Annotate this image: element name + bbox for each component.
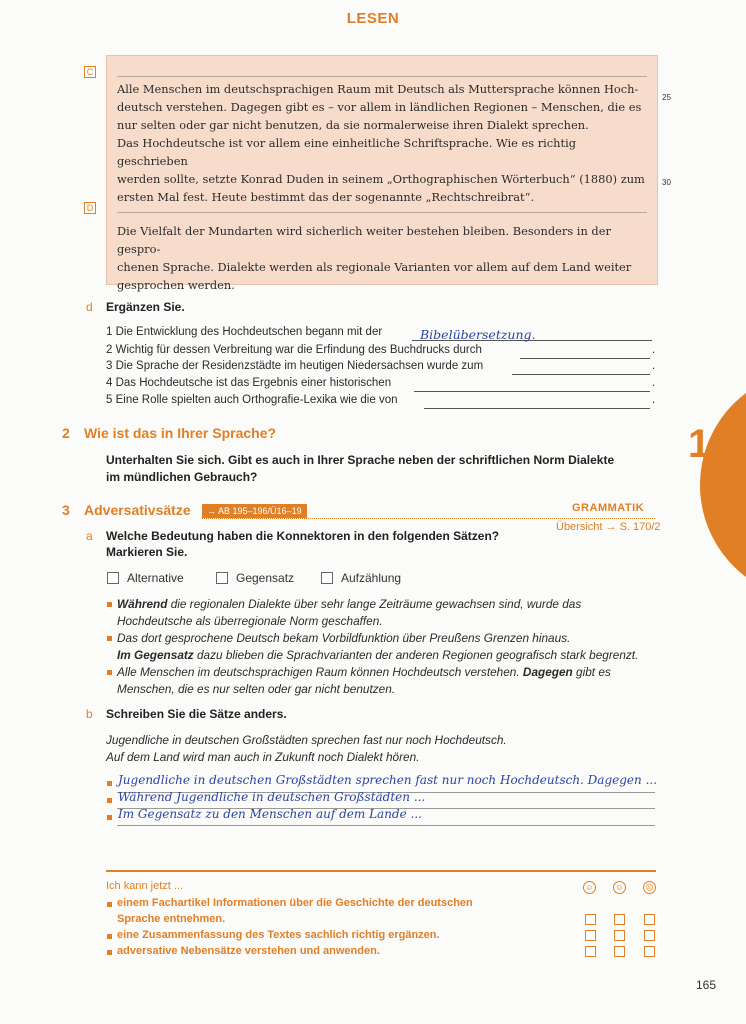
example-sentence-1-cont: Hochdeutsche als überregionale Norm geschaffen. [117,614,383,628]
text-line: Das Hochdeutsche ist vor allem eine einheitliche Schriftsprache. Wie es richtig geschrieben [117,136,577,168]
self-assessment-checkbox[interactable] [644,946,655,957]
example-sentence-1 [117,597,581,611]
connector-keyword: Während [117,597,168,611]
answer-field-5[interactable] [424,394,650,409]
text-line: werden sollte, setzte Konrad Duden in seinem „Orthographischen Wörterbuch“ (1880) zum [117,172,645,186]
option-label-alternative: Alternative [127,571,184,585]
grammar-label: GRAMMATIK [572,502,645,514]
bullet [107,781,112,786]
example-sentence-2: Das dort gesprochene Deutsch bekam Vorbildfunktion über Preußens Grenzen hinaus. [117,631,571,645]
can-do-item-3: adversative Nebensätze verstehen und anwenden. [117,945,380,957]
sentence-text: die regionalen Dialekte über sehr lange Zeiträume gewachsen sind, wurde das [167,597,582,611]
smile-icon: ☺ [583,881,596,894]
exercise-heading-b: Schreiben Sie die Sätze anders. [106,707,287,721]
handwritten-answer-1[interactable]: Jugendliche in deutschen Großstädten sprechen fast nur noch Hochdeutsch. Dagegen ... [118,773,658,787]
self-assessment-checkbox[interactable] [585,914,596,925]
text-line: nur selten oder gar nicht benutzen, da sie normalerweise ihren Dialekt sprechen. [117,118,589,132]
bullet [107,902,112,907]
sentence-text: Alle Menschen im deutschsprachigen Raum können Hochdeutsch verstehen. [117,665,523,679]
question-line-2: Markieren Sie. [106,545,188,559]
sentence-text: gibt es [572,665,611,679]
can-do-item-1: einem Fachartikel Informationen über die Geschichte der deutschen [117,897,473,909]
fill-item-4: 4 Das Hochdeutsche ist das Ergebnis einer historischen [106,377,392,389]
divider [117,212,647,213]
checkbox-alternative[interactable] [107,572,119,584]
handwritten-answer-3[interactable]: Im Gegensatz zu den Menschen auf dem Lande ... [118,807,422,821]
connector-keyword: Dagegen [522,665,573,679]
self-assessment-checkbox[interactable] [585,930,596,941]
text-line: deutsch verstehen. Dagegen gibt es – vor allem in ländlichen Regionen – Menschen, die es [117,100,642,114]
answer-field-4[interactable] [414,377,650,392]
line-number-30: 30 [662,178,671,187]
neutral-face-icon: ☺ [613,881,626,894]
fill-item-3: 3 Die Sprache der Residenzstädte im heutigen Niedersachsen wurde zum [106,360,484,372]
fill-item-2: 2 Wichtig für dessen Verbreitung war die Erfindung des Buchdrucks durch [106,344,482,356]
self-assessment-checkbox[interactable] [614,914,625,925]
bullet [107,815,112,820]
exercise-letter-d: d [86,300,93,314]
overview-link[interactable]: Übersicht → S. 170/2 [556,521,661,533]
can-do-item-2: eine Zusammenfassung des Textes sachlich richtig ergänzen. [117,929,440,941]
paragraph-c [117,80,647,206]
divider [117,76,647,77]
example-sentence-2-cont [117,648,638,662]
text-line: gesprochen werden. [117,278,235,292]
exercise-letter-b: b [86,707,93,721]
fill-item-1: 1 Die Entwicklung des Hochdeutschen begann mit der [106,326,383,338]
page-number: 165 [696,978,717,992]
period: . [652,377,656,389]
instruction-line-2: im mündlichen Gebrauch? [106,470,258,484]
line-number-25: 25 [662,93,671,102]
workbook-reference-tag[interactable]: → AB 195–196/Ü16–19 [202,504,307,518]
bullet [107,934,112,939]
chapter-tab-decoration [700,370,746,600]
answer-field-2[interactable] [520,344,650,359]
bullet [107,670,112,675]
paragraph-marker-d: D [84,202,96,214]
bullet [107,950,112,955]
self-assessment-checkbox[interactable] [585,946,596,957]
text-line: Alle Menschen im deutschsprachigen Raum mit Deutsch als Muttersprache können Hoch- [117,82,639,96]
writing-line [117,825,655,826]
can-do-title: Ich kann jetzt ... [106,880,184,892]
source-sentence-2: Auf dem Land wird man auch in Zukunft noch Dialekt hören. [106,750,420,764]
paragraph-marker-c: C [84,66,96,78]
bullet [107,798,112,803]
section-title: LESEN [346,10,400,27]
exercise-letter-a: a [86,529,93,543]
text-line: Die Vielfalt der Mundarten wird sicherlich weiter bestehen bleiben. Besonders in der gespro- [117,224,611,256]
answer-field-3[interactable] [512,360,650,375]
self-assessment-checkbox[interactable] [614,930,625,941]
exercise-heading: Ergänzen Sie. [106,300,185,314]
text-line: ersten Mal fest. Heute bestimmt das der sogenannte „Rechtschreibrat“. [117,190,535,204]
reading-text-box [106,55,658,292]
answer-field-1[interactable] [412,326,652,341]
can-do-item-1-cont: Sprache entnehmen. [117,913,226,925]
self-assessment-checkbox[interactable] [644,914,655,925]
divider [106,870,656,872]
fill-item-5: 5 Eine Rolle spielten auch Orthografie-Lexika wie die von [106,394,398,406]
checkbox-gegensatz[interactable] [216,572,228,584]
source-sentence-1: Jugendliche in deutschen Großstädten sprechen fast nur noch Hochdeutsch. [106,733,507,747]
bullet [107,602,112,607]
section-title-2: Wie ist das in Ihrer Sprache? [84,425,277,441]
option-label-gegensatz: Gegensatz [236,571,295,585]
question-line-1: Welche Bedeutung haben die Konnektoren in den folgenden Sätzen? [106,529,500,543]
instruction-line-1: Unterhalten Sie sich. Gibt es auch in Ihrer Sprache neben der schriftlichen Norm Dialekte [106,453,615,467]
example-sentence-3 [117,665,611,679]
bullet [107,636,112,641]
period: . [652,344,656,356]
checkbox-aufzaehlung[interactable] [321,572,333,584]
example-sentence-3-cont: Menschen, die es nur selten oder gar nicht benutzen. [117,682,396,696]
self-assessment-checkbox[interactable] [614,946,625,957]
divider [202,518,655,519]
section-number-2: 2 [62,425,70,441]
frown-icon: ☹ [643,881,656,894]
section-number-3: 3 [62,502,70,518]
self-assessment-checkbox[interactable] [644,930,655,941]
period: . [652,360,656,372]
paragraph-d [117,222,647,294]
section-title-3: Adversativsätze [84,502,191,518]
sentence-text: dazu blieben die Sprachvarianten der anderen Regionen geografisch stark begrenzt. [193,648,639,662]
connector-keyword: Im Gegensatz [117,648,194,662]
handwritten-answer-2[interactable]: Während Jugendliche in deutschen Großstädten ... [118,790,426,804]
option-label-aufzaehlung: Aufzählung [341,571,402,585]
text-line: chenen Sprache. Dialekte werden als regionale Varianten vor allem auf dem Land weiter [117,260,632,274]
chapter-number: 12 [688,422,733,466]
period: . [652,394,656,406]
handwritten-answer: Bibelübersetzung. [420,327,536,342]
